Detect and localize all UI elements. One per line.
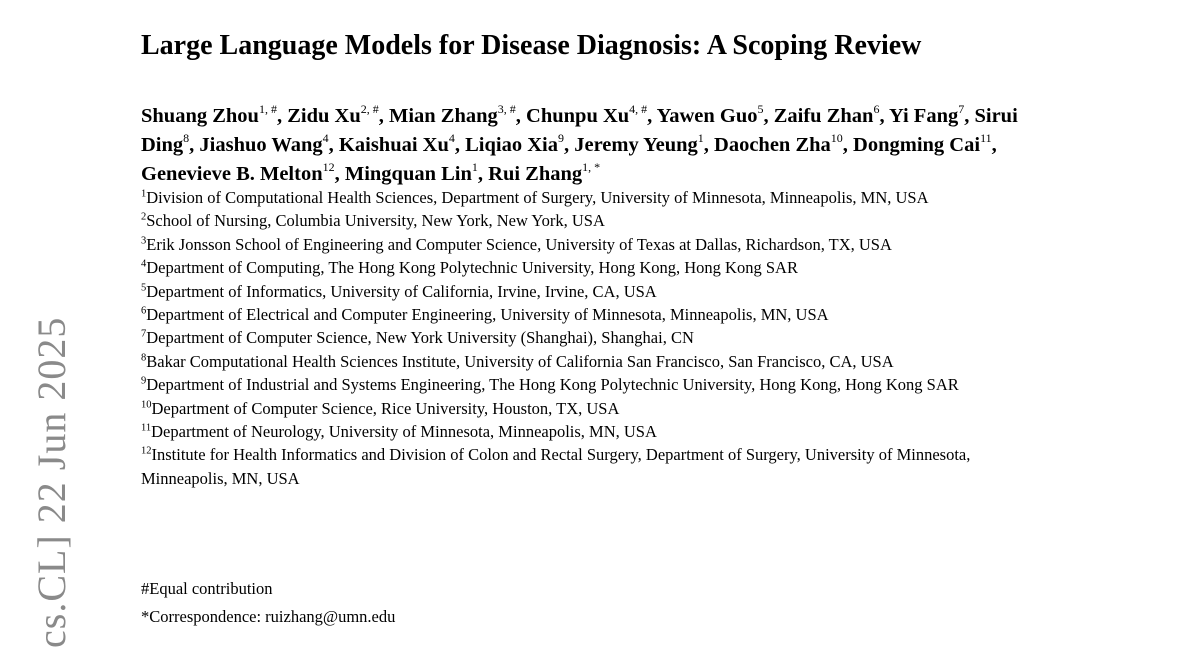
affiliation-item: $^1$Division of Computational Health Sciences, Department of Surgery, University of Minnesota, Minneapolis, MN, USA xyxy=(141,188,929,207)
affiliation-item: $^4$Department of Computing, The Hong Kong Polytechnic University, Hong Kong, Hong Kong SAR xyxy=(141,258,798,278)
author: Kaishuai Xu$^4$ xyxy=(338,131,455,156)
author: Shuang Zhou$^{1, \#}$ xyxy=(141,102,277,127)
affiliation-item: $^3$Erik Jonsson School of Engineering and Computer Science, University of Texas at Dallas, Richardson, TX, USA xyxy=(141,234,892,254)
author: Liqiao Xia$^9$ xyxy=(465,131,564,156)
author: Genevieve B. Melton$^{12}$ xyxy=(141,160,335,185)
author: Sirui Ding$^8$ xyxy=(141,105,1018,156)
footnotes xyxy=(141,577,841,633)
author-list: Shuang Zhou$^{1, \#}$, Zidu $Xu^{2, \#}$, Mian Zhang$^{3, \#}$, Chunpu $Xu^{4, \#}$, Yawen Guo$^5$, Zaifu Zhan$^6$, Yi Fang$^7$, Sirui Ding$^8$, Jiashuo Wang$^4$, Kaishuai Xu$^4$, Liqiao Xia$^9$, Jeremy Yeung$^1$, Daochen Zha$^{10}$, Dongming Cai$^{11}$, Genevieve B. Melton$^{12}$, Mingquan Lin$^1$, Rui Zhang$^{1, *}$ xyxy=(141,102,1018,185)
affiliation-item: $^{10}$Department of Computer Science, Rice University, Houston, TX, USA xyxy=(141,398,620,418)
paper-title: Large Language Models for Disease Diagnosis: A Scoping Review xyxy=(141,30,922,61)
arxiv-identifier-stamp: cs.CL] 22 Jun 2025 xyxy=(29,316,74,648)
author: Yi Fang$^7$ xyxy=(888,102,965,127)
author: Zidu $Xu^{2, \#}$ xyxy=(287,102,379,127)
affiliation-item: $^5$Department of Informatics, University of California, Irvine, Irvine, CA, USA xyxy=(141,281,657,301)
affiliation-item: $^{12}$Institute for Health Informatics and Division of Colon and Rectal Surgery, Department of Surgery, University of Minnesota, Minneapolis, MN, USA xyxy=(141,445,971,488)
correspondence-note: *Correspondence: ruizhang@umn.edu xyxy=(141,607,396,626)
author: Daochen Zha$^{10}$ xyxy=(714,131,843,156)
author: Yawen Guo$^5$ xyxy=(656,102,764,127)
affiliation-item: $^7$Department of Computer Science, New York University (Shanghai), Shanghai, CN xyxy=(141,328,694,348)
affiliation-item: $^8$Bakar Computational Health Sciences Institute, University of California San Francisco, San Francisco, CA, USA xyxy=(141,351,894,371)
author: Jeremy Yeung$^1$ xyxy=(574,131,704,156)
author: Jiashuo Wang$^4$ xyxy=(199,131,329,156)
author: Chunpu $Xu^{4, \#}$ xyxy=(526,102,648,127)
affiliation-list xyxy=(141,186,1041,490)
affiliation-item: $^6$Department of Electrical and Computer Engineering, University of Minnesota, Minneapolis, MN, USA xyxy=(141,305,829,325)
author: Rui Zhang$^{1, *}$ xyxy=(488,160,601,185)
author: Dongming Cai$^{11}$ xyxy=(853,131,992,156)
author: Mingquan Lin$^1$ xyxy=(344,160,478,185)
affiliation-item: $^2$School of Nursing, Columbia University, New York, New York, USA xyxy=(141,211,605,231)
author: Mian Zhang$^{3, \#}$ xyxy=(388,102,516,127)
affiliation-item: $^9$Department of Industrial and Systems Engineering, The Hong Kong Polytechnic University, Hong Kong, Hong Kong SAR xyxy=(141,375,959,395)
author: Zaifu Zhan$^6$ xyxy=(773,102,880,127)
affiliation-item: $^{11}$Department of Neurology, University of Minnesota, Minneapolis, MN, USA xyxy=(141,422,657,442)
equal-contribution-note: #Equal contribution xyxy=(141,579,273,598)
